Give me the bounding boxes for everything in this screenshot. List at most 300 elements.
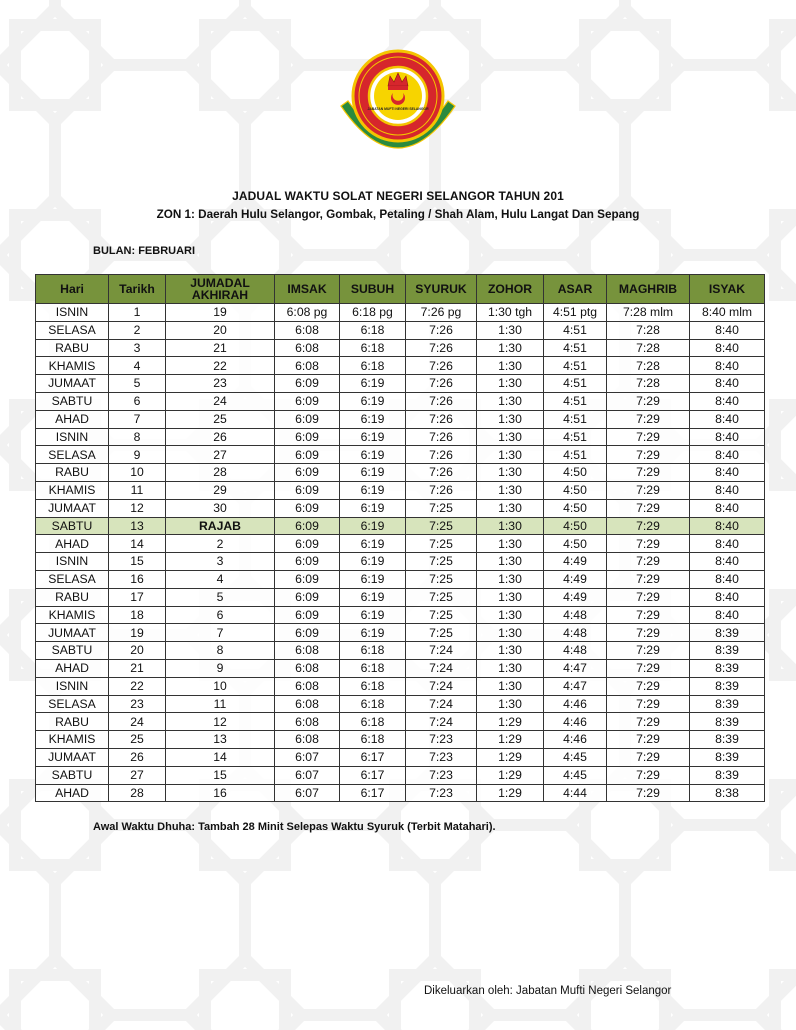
table-row <box>36 410 765 428</box>
cell-hari: AHAD <box>36 410 109 428</box>
cell-imsak: 6:08 <box>275 677 340 695</box>
cell-jumadal-akhirah: 8 <box>166 642 275 660</box>
table-row <box>36 731 765 749</box>
cell-zohor: 1:30 <box>477 659 544 677</box>
cell-isyak: 8:39 <box>690 713 765 731</box>
cell-asar: 4:46 <box>544 695 607 713</box>
cell-tarikh: 13 <box>109 517 166 535</box>
cell-isyak: 8:39 <box>690 659 765 677</box>
cell-asar: 4:45 <box>544 766 607 784</box>
cell-maghrib: 7:29 <box>607 410 690 428</box>
cell-jumadal-akhirah: 23 <box>166 375 275 393</box>
page-title: JADUAL WAKTU SOLAT NEGERI SELANGOR TAHUN 201 <box>232 189 564 203</box>
cell-asar: 4:51 <box>544 321 607 339</box>
cell-subuh: 6:19 <box>340 410 406 428</box>
cell-isyak: 8:40 <box>690 410 765 428</box>
cell-syuruk: 7:26 <box>406 392 477 410</box>
col-header-label: MAGHRIB <box>618 281 678 296</box>
col-header-tarikh <box>109 275 166 304</box>
cell-maghrib: 7:29 <box>607 624 690 642</box>
cell-tarikh: 15 <box>109 553 166 571</box>
cell-subuh: 6:19 <box>340 481 406 499</box>
cell-hari: SELASA <box>36 695 109 713</box>
dhuha-note: Awal Waktu Dhuha: Tambah 28 Minit Selepas Waktu Syuruk (Terbit Matahari). <box>93 821 496 833</box>
cell-subuh: 6:18 <box>340 339 406 357</box>
cell-subuh: 6:19 <box>340 392 406 410</box>
cell-imsak: 6:08 <box>275 659 340 677</box>
col-header-label: IMSAK <box>287 281 327 296</box>
table-row <box>36 553 765 571</box>
cell-hari: JUMAAT <box>36 499 109 517</box>
cell-tarikh: 28 <box>109 784 166 802</box>
cell-zohor: 1:29 <box>477 713 544 731</box>
cell-jumadal-akhirah: 19 <box>166 304 275 322</box>
cell-syuruk: 7:24 <box>406 642 477 660</box>
cell-tarikh: 19 <box>109 624 166 642</box>
cell-jumadal-akhirah: 11 <box>166 695 275 713</box>
cell-jumadal-akhirah: 28 <box>166 464 275 482</box>
cell-maghrib: 7:29 <box>607 446 690 464</box>
cell-syuruk: 7:26 <box>406 339 477 357</box>
cell-zohor: 1:30 <box>477 570 544 588</box>
cell-hari: SELASA <box>36 321 109 339</box>
cell-syuruk: 7:26 <box>406 357 477 375</box>
cell-asar: 4:51 <box>544 375 607 393</box>
col-header-label: JUMADAL AKHIRAH <box>190 275 250 302</box>
cell-subuh: 6:18 <box>340 642 406 660</box>
cell-asar: 4:50 <box>544 517 607 535</box>
cell-hari: SABTU <box>36 766 109 784</box>
cell-isyak: 8:39 <box>690 695 765 713</box>
cell-hari: SABTU <box>36 642 109 660</box>
cell-syuruk: 7:25 <box>406 499 477 517</box>
cell-asar: 4:51 <box>544 410 607 428</box>
col-header-label: ISYAK <box>708 281 746 296</box>
cell-asar: 4:51 <box>544 446 607 464</box>
cell-maghrib: 7:29 <box>607 642 690 660</box>
selangor-mufti-logo <box>338 46 458 152</box>
cell-asar: 4:50 <box>544 481 607 499</box>
cell-syuruk: 7:26 <box>406 321 477 339</box>
cell-asar: 4:49 <box>544 570 607 588</box>
prayer-times-table <box>35 274 765 802</box>
cell-tarikh: 23 <box>109 695 166 713</box>
table-row <box>36 713 765 731</box>
cell-isyak: 8:40 <box>690 588 765 606</box>
issued-by: Dikeluarkan oleh: Jabatan Mufti Negeri Selangor <box>424 985 672 997</box>
cell-subuh: 6:18 <box>340 731 406 749</box>
cell-hari: SELASA <box>36 570 109 588</box>
cell-syuruk: 7:25 <box>406 588 477 606</box>
cell-tarikh: 2 <box>109 321 166 339</box>
cell-jumadal-akhirah: 12 <box>166 713 275 731</box>
cell-subuh: 6:19 <box>340 375 406 393</box>
cell-zohor: 1:30 <box>477 624 544 642</box>
cell-hari: ISNIN <box>36 677 109 695</box>
cell-asar: 4:50 <box>544 499 607 517</box>
cell-asar: 4:51 <box>544 339 607 357</box>
table-row <box>36 642 765 660</box>
cell-syuruk: 7:25 <box>406 570 477 588</box>
col-header-maghrib <box>607 275 690 304</box>
cell-tarikh: 27 <box>109 766 166 784</box>
cell-jumadal-akhirah: 10 <box>166 677 275 695</box>
cell-zohor: 1:30 <box>477 677 544 695</box>
col-header-label: ZOHOR <box>487 281 532 296</box>
table-row <box>36 766 765 784</box>
cell-maghrib: 7:29 <box>607 517 690 535</box>
cell-jumadal-akhirah: 2 <box>166 535 275 553</box>
cell-subuh: 6:19 <box>340 428 406 446</box>
cell-imsak: 6:09 <box>275 375 340 393</box>
table-row <box>36 428 765 446</box>
cell-hari: ISNIN <box>36 553 109 571</box>
cell-hari: ISNIN <box>36 304 109 322</box>
cell-hari: SELASA <box>36 446 109 464</box>
cell-jumadal-akhirah: 9 <box>166 659 275 677</box>
cell-subuh: 6:19 <box>340 446 406 464</box>
cell-hari: AHAD <box>36 784 109 802</box>
cell-subuh: 6:19 <box>340 464 406 482</box>
cell-tarikh: 6 <box>109 392 166 410</box>
col-header-label: SUBUH <box>350 281 395 296</box>
cell-hari: ISNIN <box>36 428 109 446</box>
cell-subuh: 6:19 <box>340 624 406 642</box>
cell-isyak: 8:39 <box>690 731 765 749</box>
cell-asar: 4:44 <box>544 784 607 802</box>
cell-imsak: 6:08 <box>275 642 340 660</box>
cell-syuruk: 7:24 <box>406 677 477 695</box>
cell-imsak: 6:08 <box>275 713 340 731</box>
cell-zohor: 1:30 <box>477 588 544 606</box>
cell-zohor: 1:29 <box>477 731 544 749</box>
cell-subuh: 6:19 <box>340 499 406 517</box>
cell-zohor: 1:30 <box>477 464 544 482</box>
cell-maghrib: 7:29 <box>607 659 690 677</box>
cell-zohor: 1:30 <box>477 642 544 660</box>
cell-syuruk: 7:23 <box>406 731 477 749</box>
cell-zohor: 1:30 <box>477 695 544 713</box>
cell-subuh: 6:18 <box>340 659 406 677</box>
cell-asar: 4:51 <box>544 428 607 446</box>
cell-asar: 4:47 <box>544 659 607 677</box>
cell-tarikh: 21 <box>109 659 166 677</box>
cell-syuruk: 7:26 <box>406 410 477 428</box>
cell-imsak: 6:09 <box>275 517 340 535</box>
table-row <box>36 624 765 642</box>
table-row <box>36 499 765 517</box>
cell-isyak: 8:39 <box>690 642 765 660</box>
cell-maghrib: 7:28 mlm <box>607 304 690 322</box>
cell-maghrib: 7:28 <box>607 321 690 339</box>
cell-zohor: 1:30 <box>477 339 544 357</box>
table-row <box>36 339 765 357</box>
cell-isyak: 8:39 <box>690 766 765 784</box>
cell-asar: 4:50 <box>544 535 607 553</box>
cell-maghrib: 7:28 <box>607 339 690 357</box>
cell-imsak: 6:08 <box>275 731 340 749</box>
cell-maghrib: 7:29 <box>607 464 690 482</box>
cell-hari: JUMAAT <box>36 748 109 766</box>
table-row <box>36 748 765 766</box>
cell-tarikh: 4 <box>109 357 166 375</box>
cell-zohor: 1:30 <box>477 606 544 624</box>
cell-jumadal-akhirah: 14 <box>166 748 275 766</box>
col-header-label: Tarikh <box>119 281 155 296</box>
table-row <box>36 695 765 713</box>
cell-subuh: 6:18 pg <box>340 304 406 322</box>
cell-imsak: 6:09 <box>275 624 340 642</box>
cell-jumadal-akhirah: 24 <box>166 392 275 410</box>
cell-imsak: 6:07 <box>275 748 340 766</box>
cell-tarikh: 14 <box>109 535 166 553</box>
cell-jumadal-akhirah: 6 <box>166 606 275 624</box>
cell-imsak: 6:08 <box>275 321 340 339</box>
cell-imsak: 6:08 <box>275 357 340 375</box>
cell-maghrib: 7:29 <box>607 731 690 749</box>
cell-maghrib: 7:28 <box>607 375 690 393</box>
cell-hari: KHAMIS <box>36 731 109 749</box>
cell-subuh: 6:17 <box>340 766 406 784</box>
cell-jumadal-akhirah: 25 <box>166 410 275 428</box>
col-header-syuruk <box>406 275 477 304</box>
cell-hari: JUMAAT <box>36 375 109 393</box>
cell-tarikh: 26 <box>109 748 166 766</box>
cell-subuh: 6:19 <box>340 517 406 535</box>
cell-zohor: 1:30 <box>477 446 544 464</box>
table-row <box>36 588 765 606</box>
cell-hari: RABU <box>36 339 109 357</box>
cell-syuruk: 7:24 <box>406 659 477 677</box>
cell-isyak: 8:39 <box>690 748 765 766</box>
cell-zohor: 1:30 <box>477 535 544 553</box>
cell-tarikh: 9 <box>109 446 166 464</box>
cell-asar: 4:51 <box>544 392 607 410</box>
cell-subuh: 6:19 <box>340 553 406 571</box>
col-header-label: Hari <box>60 281 84 296</box>
cell-imsak: 6:07 <box>275 766 340 784</box>
cell-zohor: 1:30 <box>477 517 544 535</box>
cell-jumadal-akhirah: 27 <box>166 446 275 464</box>
cell-maghrib: 7:29 <box>607 766 690 784</box>
cell-asar: 4:46 <box>544 731 607 749</box>
cell-maghrib: 7:29 <box>607 588 690 606</box>
cell-subuh: 6:18 <box>340 321 406 339</box>
cell-zohor: 1:30 <box>477 428 544 446</box>
col-header-isyak <box>690 275 765 304</box>
table-row <box>36 375 765 393</box>
cell-tarikh: 7 <box>109 410 166 428</box>
cell-tarikh: 11 <box>109 481 166 499</box>
cell-isyak: 8:40 <box>690 446 765 464</box>
cell-jumadal-akhirah: 3 <box>166 553 275 571</box>
cell-zohor: 1:30 tgh <box>477 304 544 322</box>
cell-maghrib: 7:29 <box>607 570 690 588</box>
cell-subuh: 6:18 <box>340 357 406 375</box>
cell-isyak: 8:40 <box>690 375 765 393</box>
cell-imsak: 6:09 <box>275 570 340 588</box>
col-header-label: SYURUK <box>415 281 467 296</box>
cell-subuh: 6:18 <box>340 677 406 695</box>
cell-imsak: 6:09 <box>275 464 340 482</box>
cell-tarikh: 12 <box>109 499 166 517</box>
cell-jumadal-akhirah: 21 <box>166 339 275 357</box>
table-row <box>36 784 765 802</box>
cell-isyak: 8:38 <box>690 784 765 802</box>
cell-jumadal-akhirah: 20 <box>166 321 275 339</box>
table-row <box>36 659 765 677</box>
cell-zohor: 1:29 <box>477 748 544 766</box>
cell-asar: 4:51 <box>544 357 607 375</box>
cell-syuruk: 7:23 <box>406 748 477 766</box>
cell-zohor: 1:30 <box>477 392 544 410</box>
cell-syuruk: 7:25 <box>406 606 477 624</box>
cell-maghrib: 7:29 <box>607 535 690 553</box>
cell-tarikh: 5 <box>109 375 166 393</box>
cell-hari: KHAMIS <box>36 357 109 375</box>
cell-asar: 4:48 <box>544 642 607 660</box>
cell-asar: 4:45 <box>544 748 607 766</box>
cell-isyak: 8:40 <box>690 481 765 499</box>
cell-subuh: 6:18 <box>340 713 406 731</box>
cell-tarikh: 16 <box>109 570 166 588</box>
cell-maghrib: 7:29 <box>607 695 690 713</box>
cell-maghrib: 7:29 <box>607 748 690 766</box>
table-row <box>36 446 765 464</box>
col-header-jumadal-akhirah <box>166 275 275 304</box>
cell-zohor: 1:29 <box>477 784 544 802</box>
col-header-subuh <box>340 275 406 304</box>
cell-hari: SABTU <box>36 517 109 535</box>
col-header-hari <box>36 275 109 304</box>
cell-imsak: 6:09 <box>275 410 340 428</box>
table-row <box>36 464 765 482</box>
zone-subtitle: ZON 1: Daerah Hulu Selangor, Gombak, Petaling / Shah Alam, Hulu Langat Dan Sepang <box>156 208 640 221</box>
cell-asar: 4:48 <box>544 606 607 624</box>
cell-zohor: 1:30 <box>477 481 544 499</box>
cell-subuh: 6:17 <box>340 748 406 766</box>
cell-isyak: 8:40 <box>690 570 765 588</box>
cell-syuruk: 7:24 <box>406 713 477 731</box>
cell-zohor: 1:30 <box>477 357 544 375</box>
cell-isyak: 8:40 <box>690 535 765 553</box>
col-header-asar <box>544 275 607 304</box>
cell-syuruk: 7:23 <box>406 766 477 784</box>
cell-hari: JUMAAT <box>36 624 109 642</box>
cell-imsak: 6:07 <box>275 784 340 802</box>
cell-zohor: 1:30 <box>477 375 544 393</box>
cell-hari: KHAMIS <box>36 481 109 499</box>
cell-isyak: 8:40 <box>690 464 765 482</box>
cell-zohor: 1:30 <box>477 321 544 339</box>
cell-imsak: 6:08 <box>275 695 340 713</box>
cell-syuruk: 7:25 <box>406 624 477 642</box>
cell-isyak: 8:39 <box>690 624 765 642</box>
table-row <box>36 321 765 339</box>
cell-subuh: 6:18 <box>340 695 406 713</box>
table-row <box>36 677 765 695</box>
cell-imsak: 6:09 <box>275 428 340 446</box>
cell-jumadal-akhirah: 15 <box>166 766 275 784</box>
month-label: BULAN: FEBRUARI <box>93 245 196 257</box>
cell-isyak: 8:40 <box>690 553 765 571</box>
cell-zohor: 1:30 <box>477 499 544 517</box>
cell-syuruk: 7:26 pg <box>406 304 477 322</box>
table-row <box>36 392 765 410</box>
cell-maghrib: 7:28 <box>607 357 690 375</box>
cell-maghrib: 7:29 <box>607 553 690 571</box>
cell-maghrib: 7:29 <box>607 606 690 624</box>
cell-hari: AHAD <box>36 659 109 677</box>
col-header-zohor <box>477 275 544 304</box>
cell-jumadal-akhirah: 7 <box>166 624 275 642</box>
col-header-label: ASAR <box>557 281 593 296</box>
cell-imsak: 6:08 pg <box>275 304 340 322</box>
cell-tarikh: 10 <box>109 464 166 482</box>
cell-subuh: 6:19 <box>340 588 406 606</box>
cell-maghrib: 7:29 <box>607 428 690 446</box>
table-row <box>36 357 765 375</box>
cell-hari: SABTU <box>36 392 109 410</box>
cell-syuruk: 7:25 <box>406 535 477 553</box>
cell-asar: 4:47 <box>544 677 607 695</box>
cell-subuh: 6:19 <box>340 606 406 624</box>
table-row <box>36 570 765 588</box>
cell-syuruk: 7:25 <box>406 517 477 535</box>
cell-tarikh: 22 <box>109 677 166 695</box>
cell-imsak: 6:09 <box>275 392 340 410</box>
cell-maghrib: 7:29 <box>607 499 690 517</box>
cell-hari: RABU <box>36 588 109 606</box>
cell-tarikh: 18 <box>109 606 166 624</box>
cell-jumadal-akhirah: 4 <box>166 570 275 588</box>
table-body <box>36 304 765 802</box>
cell-asar: 4:51 ptg <box>544 304 607 322</box>
cell-isyak: 8:39 <box>690 677 765 695</box>
cell-jumadal-akhirah: 29 <box>166 481 275 499</box>
cell-syuruk: 7:26 <box>406 446 477 464</box>
cell-isyak: 8:40 <box>690 606 765 624</box>
cell-tarikh: 8 <box>109 428 166 446</box>
cell-asar: 4:46 <box>544 713 607 731</box>
cell-syuruk: 7:26 <box>406 375 477 393</box>
cell-isyak: 8:40 <box>690 357 765 375</box>
table-row <box>36 535 765 553</box>
cell-jumadal-akhirah: 22 <box>166 357 275 375</box>
cell-imsak: 6:09 <box>275 446 340 464</box>
cell-imsak: 6:09 <box>275 553 340 571</box>
cell-zohor: 1:29 <box>477 766 544 784</box>
cell-imsak: 6:09 <box>275 588 340 606</box>
cell-syuruk: 7:24 <box>406 695 477 713</box>
cell-isyak: 8:40 <box>690 321 765 339</box>
cell-jumadal-akhirah: 5 <box>166 588 275 606</box>
cell-asar: 4:50 <box>544 464 607 482</box>
cell-syuruk: 7:26 <box>406 481 477 499</box>
cell-isyak: 8:40 mlm <box>690 304 765 322</box>
cell-imsak: 6:09 <box>275 499 340 517</box>
cell-imsak: 6:09 <box>275 481 340 499</box>
cell-asar: 4:49 <box>544 588 607 606</box>
logo-text: JABATAN MUFTI NEGERI SELANGOR <box>367 107 429 111</box>
cell-isyak: 8:40 <box>690 428 765 446</box>
table-row-highlighted <box>36 517 765 535</box>
cell-syuruk: 7:26 <box>406 464 477 482</box>
cell-zohor: 1:30 <box>477 410 544 428</box>
cell-isyak: 8:40 <box>690 392 765 410</box>
table-row <box>36 304 765 322</box>
cell-isyak: 8:40 <box>690 339 765 357</box>
